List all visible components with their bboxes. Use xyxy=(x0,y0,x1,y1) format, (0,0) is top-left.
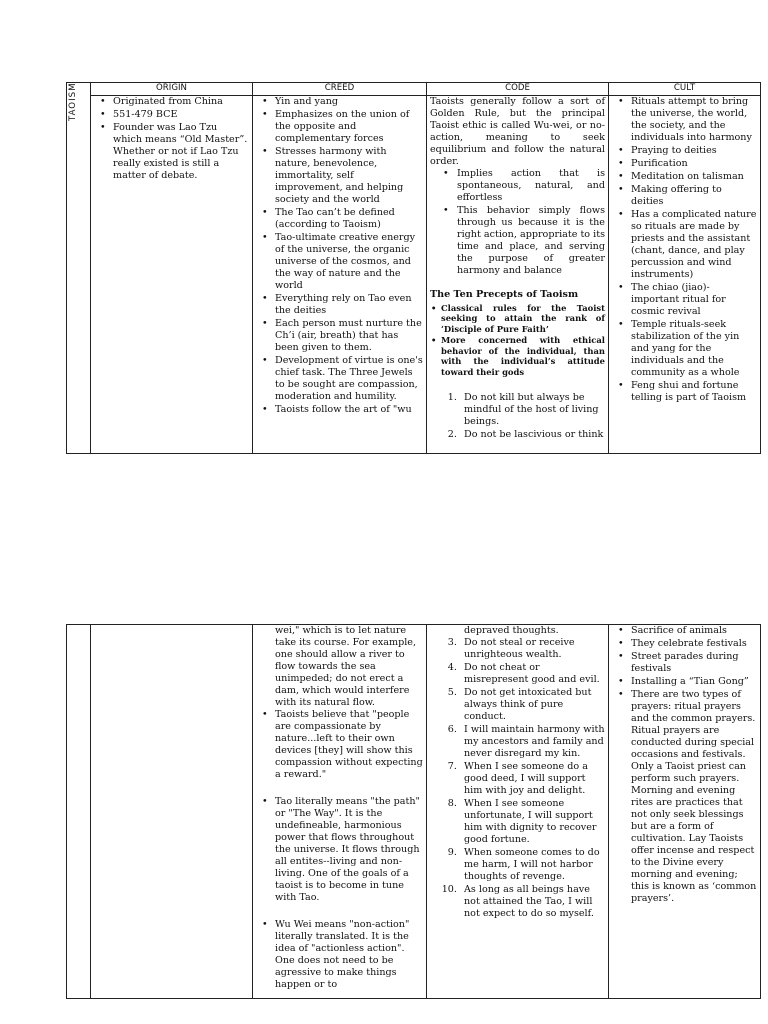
code-cell xyxy=(427,625,609,999)
list-item: • More concerned with ethical behavior of the individual, than with the individual’s attitude toward their gods xyxy=(441,335,605,377)
list-item: 2. Do not be lascivious or think xyxy=(460,429,605,441)
list-item: • Yin and yang xyxy=(275,96,423,108)
list-item: • There are two types of prayers: ritual prayers and the common prayers. Ritual prayers are conducted during special occasions and festivals. Only a Taoist priest can perform such prayers. Morning and evening rites are practices that not only seek blessings but are a form of cultivation. Lay Taoists offer incense and respect to the Divine every morning and evening; this is known as ‘common prayers’. xyxy=(631,689,757,905)
list-item: • Rituals attempt to bring the universe, the world, the society, and the individuals into harmony xyxy=(631,96,757,144)
list-item: • Installing a “Tian Gong” xyxy=(631,676,757,688)
list-item: • Implies action that is spontaneous, natural, and effortless xyxy=(457,168,605,204)
code-intro: Taoists generally follow a sort of Golden Rule, but the principal Taoist ethic is called Wu-wei, or no-action, meaning to seek equilibrium and follow the natural order. xyxy=(430,96,605,167)
header-origin: ORIGIN xyxy=(91,83,253,96)
origin-cell xyxy=(91,625,253,999)
spacer xyxy=(256,782,423,796)
list-item: • Meditation on talisman xyxy=(631,171,757,183)
header-code: CODE xyxy=(427,83,609,96)
code-cell xyxy=(427,96,609,454)
cult-list xyxy=(612,96,757,404)
taoism-table-part-1 xyxy=(66,82,761,454)
list-item: 5. Do not get intoxicated but always think of pure conduct. xyxy=(460,687,605,723)
list-item: • Making offering to deities xyxy=(631,184,757,208)
creed-list xyxy=(256,709,423,781)
list-item: • Development of virtue is one's chief task. The Three Jewels to be sought are compassion, moderation and humility. xyxy=(275,355,423,403)
religion-label: TAOISM xyxy=(68,83,78,122)
list-item: 1. Do not kill but always be mindful of the host of living beings. xyxy=(460,392,605,428)
list-item: 8. When I see someone unfortunate, I will support him with dignity to recover good fortune. xyxy=(460,798,605,846)
list-item: • This behavior simply flows through us because it is the right action, appropriate to its time and place, and serving the purpose of greater harmony and balance xyxy=(457,205,605,277)
list-item: • Everything rely on Tao even the deities xyxy=(275,293,423,317)
list-item: • Sacrifice of animals xyxy=(631,625,757,637)
creed-cell xyxy=(253,96,427,454)
list-item: 3. Do not steal or receive unrighteous wealth. xyxy=(460,637,605,661)
list-item: 4. Do not cheat or misrepresent good and evil. xyxy=(460,662,605,686)
creed-list xyxy=(256,96,423,416)
list-item: • Originated from China xyxy=(113,96,249,108)
list-item: 7. When I see someone do a good deed, I will support him with joy and delight. xyxy=(460,761,605,797)
list-item: • They celebrate festivals xyxy=(631,638,757,650)
list-item: • Tao-ultimate creative energy of the universe, the organic universe of the cosmos, and the way of nature and the world xyxy=(275,232,423,292)
cult-list xyxy=(612,625,757,905)
spacer xyxy=(256,905,423,919)
list-item: • Has a complicated nature so rituals are made by priests and the assistant (chant, dance, and play percussion and wind instruments) xyxy=(631,209,757,281)
cult-cell xyxy=(609,96,761,454)
list-item: • Praying to deities xyxy=(631,145,757,157)
list-item: 10. As long as all beings have not attained the Tao, I will not expect to do so myself. xyxy=(460,884,605,920)
list-item: • Founder was Lao Tzu which means “Old Master”. Whether or not if Lao Tzu really existed is still a matter of debate. xyxy=(113,122,249,182)
list-item: • Street parades during festivals xyxy=(631,651,757,675)
precepts-title: The Ten Precepts of Taoism xyxy=(430,288,579,300)
precepts-list-part-1 xyxy=(430,392,605,441)
creed-list xyxy=(256,796,423,904)
origin-cell xyxy=(91,96,253,454)
row-label-cell xyxy=(67,83,91,454)
list-item: • Stresses harmony with nature, benevolence, immortality, self improvement, and helping society and the world xyxy=(275,146,423,206)
creed-cell xyxy=(253,625,427,999)
spacer xyxy=(430,378,605,392)
list-item: • Wu Wei means "non-action" literally translated. It is the idea of "actionless action". One does not need to be agressive to make things happen or to xyxy=(275,919,423,991)
list-item: • Taoists believe that "people are compassionate by nature...left to their own devices [they] will show this compassion without expecting a reward." xyxy=(275,709,423,781)
list-item: • Purification xyxy=(631,158,757,170)
list-item: • Temple rituals-seek stabilization of the yin and yang for the individuals and the community as a whole xyxy=(631,319,757,379)
creed-list xyxy=(256,919,423,991)
creed-continuation: wei," which is to let nature take its course. For example, one should allow a river to flow towards the sea unimpeded; do not erect a dam, which would interfere with its natural flow. xyxy=(275,625,417,708)
list-item: • The chiao (jiao)- important ritual for cosmic revival xyxy=(631,282,757,318)
header-creed: CREED xyxy=(253,83,427,96)
origin-list xyxy=(94,96,249,182)
list-item: • Classical rules for the Taoist seeking to attain the rank of ‘Disciple of Pure Faith’ xyxy=(441,303,605,335)
list-item: • 551-479 BCE xyxy=(113,109,249,121)
list-item: 6. I will maintain harmony with my ancestors and family and never disregard my kin. xyxy=(460,724,605,760)
list-item: 9. When someone comes to do me harm, I will not harbor thoughts of revenge. xyxy=(460,847,605,883)
precepts-notes xyxy=(430,303,605,378)
list-item: • Emphasizes on the union of the opposite and complementary forces xyxy=(275,109,423,145)
code-continuation: depraved thoughts. xyxy=(464,625,559,636)
wu-wei-list xyxy=(430,168,605,277)
list-item: • The Tao can’t be defined (according to Taoism) xyxy=(275,207,423,231)
list-item: • Taoists follow the art of "wu xyxy=(275,404,423,416)
list-item: • Feng shui and fortune telling is part of Taoism xyxy=(631,380,757,404)
header-cult: CULT xyxy=(609,83,761,96)
precepts-list-part-2 xyxy=(430,637,605,920)
row-label-cell xyxy=(67,625,91,999)
list-item: • Tao literally means "the path" or "The Way". It is the undefineable, harmonious power that flows throughout the universe. It flows through all entites--living and non-living. One of the goals of a taoist is to become in tune with Tao. xyxy=(275,796,423,904)
taoism-table-part-2 xyxy=(66,624,761,999)
list-item: • Each person must nurture the Ch’i (air, breath) that has been given to them. xyxy=(275,318,423,354)
cult-cell xyxy=(609,625,761,999)
